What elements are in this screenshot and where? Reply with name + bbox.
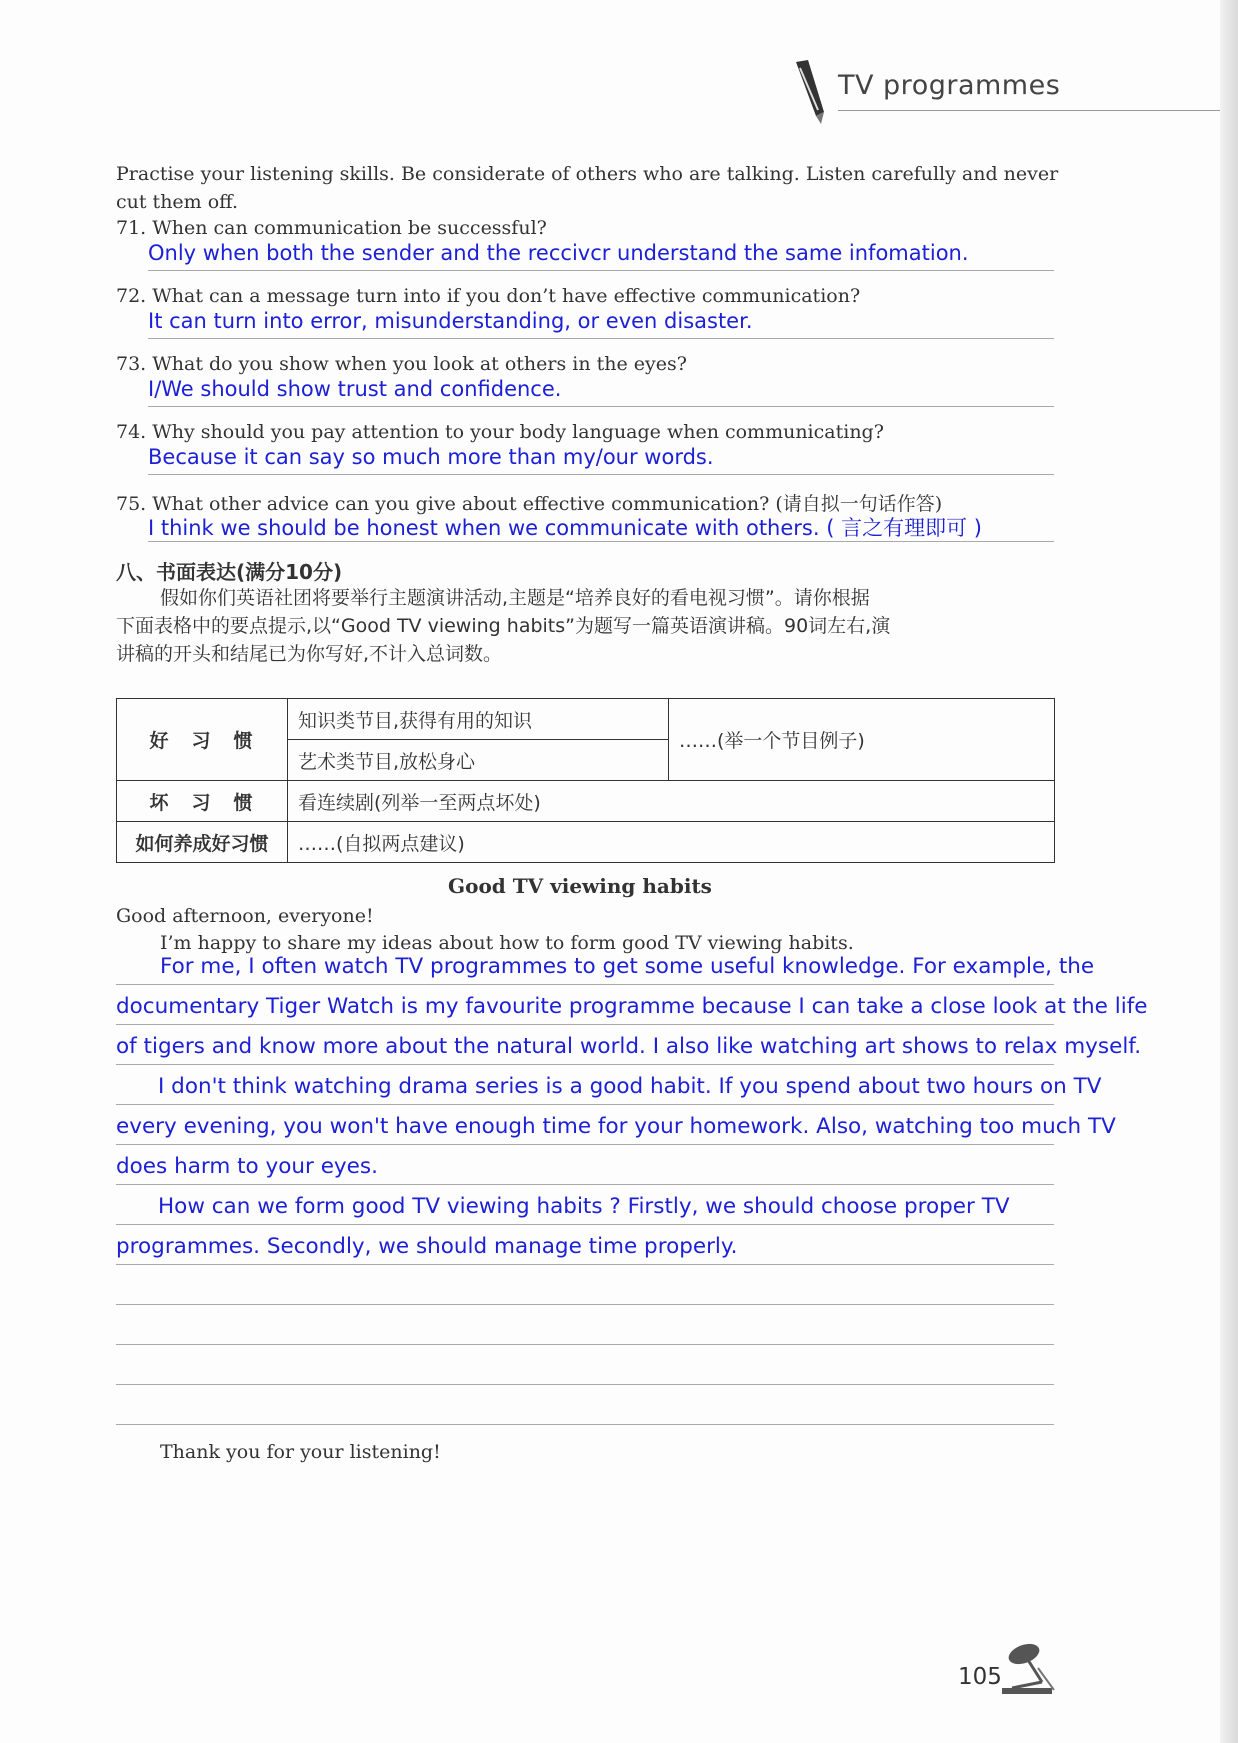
prompt-line: 下面表格中的要点提示,以“Good TV viewing habits”为题写一篇英语演讲稿。90词左右,演 xyxy=(116,615,891,637)
answer-line xyxy=(148,270,1054,271)
page-header-title: TV programmes xyxy=(838,70,1061,101)
essay-line: I don't think watching drama series is a good habit. If you spend about two hours on TV xyxy=(158,1074,1102,1099)
section-prompt xyxy=(116,584,890,668)
essay-opening: I’m happy to share my ideas about how to form good TV viewing habits. xyxy=(160,932,854,954)
writing-line xyxy=(116,1384,1054,1385)
answer-line xyxy=(148,541,1054,542)
intro-line: cut them off. xyxy=(116,191,239,213)
header-rule xyxy=(838,110,1220,111)
writing-line xyxy=(116,1144,1054,1145)
writing-line xyxy=(116,1344,1054,1345)
writing-line xyxy=(116,1024,1054,1025)
essay-line: does harm to your eyes. xyxy=(116,1154,378,1179)
bad-habit-label: 坏 习 惯 xyxy=(117,781,288,822)
intro-line: Practise your listening skills. Be considerate of others who are talking. Listen carefully and never xyxy=(116,163,1059,185)
essay-line: of tigers and know more about the natural world. I also like watching art shows to relax myself. xyxy=(116,1034,1142,1059)
desk-lamp-icon xyxy=(998,1638,1058,1698)
answer-75: I think we should be honest when we communicate with others. ( 言之有理即可 ) xyxy=(148,516,982,540)
essay-line: How can we form good TV viewing habits ? Firstly, we should choose proper TV xyxy=(158,1194,1010,1219)
page-number: 105 xyxy=(958,1664,1002,1690)
answer-74: Because it can say so much more than my/our words. xyxy=(148,445,714,469)
writing-line xyxy=(116,1064,1054,1065)
page-edge xyxy=(1220,0,1238,1743)
question-74: 74. Why should you pay attention to your body language when communicating? xyxy=(116,421,884,443)
answer-line xyxy=(148,474,1054,475)
table-cell: 看连续剧(列举一至两点坏处) xyxy=(288,781,1055,822)
essay-line: every evening, you won't have enough time for your homework. Also, watching too much TV xyxy=(116,1114,1116,1139)
writing-line xyxy=(116,1184,1054,1185)
table-cell: 艺术类节目,放松身心 xyxy=(288,740,669,781)
answer-71: Only when both the sender and the reccivcr understand the same infomation. xyxy=(148,241,969,265)
answer-line xyxy=(148,406,1054,407)
essay-title: Good TV viewing habits xyxy=(448,874,712,898)
table-cell: ……(举一个节目例子) xyxy=(669,699,1055,781)
prompt-line: 假如你们英语社团将要举行主题演讲活动,主题是“培养良好的看电视习惯”。请你根据 xyxy=(160,587,870,609)
intro-paragraph xyxy=(116,160,1058,216)
writing-line xyxy=(116,1424,1054,1425)
essay-greeting: Good afternoon, everyone! xyxy=(116,905,374,927)
question-75: 75. What other advice can you give about effective communication? (请自拟一句话作答) xyxy=(116,493,943,515)
writing-line xyxy=(116,1264,1054,1265)
table-cell: 知识类节目,获得有用的知识 xyxy=(288,699,669,740)
essay-line: programmes. Secondly, we should manage time properly. xyxy=(116,1234,738,1259)
pen-icon xyxy=(790,58,830,128)
essay-closing: Thank you for your listening! xyxy=(160,1441,441,1463)
table-row xyxy=(117,699,1055,740)
good-habit-label: 好 习 惯 xyxy=(117,699,288,781)
essay-line: documentary Tiger Watch is my favourite programme because I can take a close look at the life xyxy=(116,994,1148,1019)
writing-line xyxy=(116,984,1054,985)
writing-line xyxy=(116,1104,1054,1105)
prompt-line: 讲稿的开头和结尾已为你写好,不计入总词数。 xyxy=(116,643,503,665)
section-title: 八、书面表达(满分10分) xyxy=(116,560,343,584)
writing-line xyxy=(116,1224,1054,1225)
writing-line xyxy=(116,1304,1054,1305)
how-label: 如何养成好习惯 xyxy=(117,822,288,863)
table-row xyxy=(117,822,1055,863)
table-cell: ……(自拟两点建议) xyxy=(288,822,1055,863)
outline-table xyxy=(116,698,1055,863)
table-row xyxy=(117,781,1055,822)
essay-line: For me, I often watch TV programmes to get some useful knowledge. For example, the xyxy=(160,954,1095,979)
question-71: 71. When can communication be successful? xyxy=(116,217,547,239)
answer-73: I/We should show trust and confidence. xyxy=(148,377,562,401)
question-72: 72. What can a message turn into if you don’t have effective communication? xyxy=(116,285,861,307)
answer-line xyxy=(148,338,1054,339)
question-73: 73. What do you show when you look at others in the eyes? xyxy=(116,353,687,375)
answer-72: It can turn into error, misunderstanding, or even disaster. xyxy=(148,309,753,333)
